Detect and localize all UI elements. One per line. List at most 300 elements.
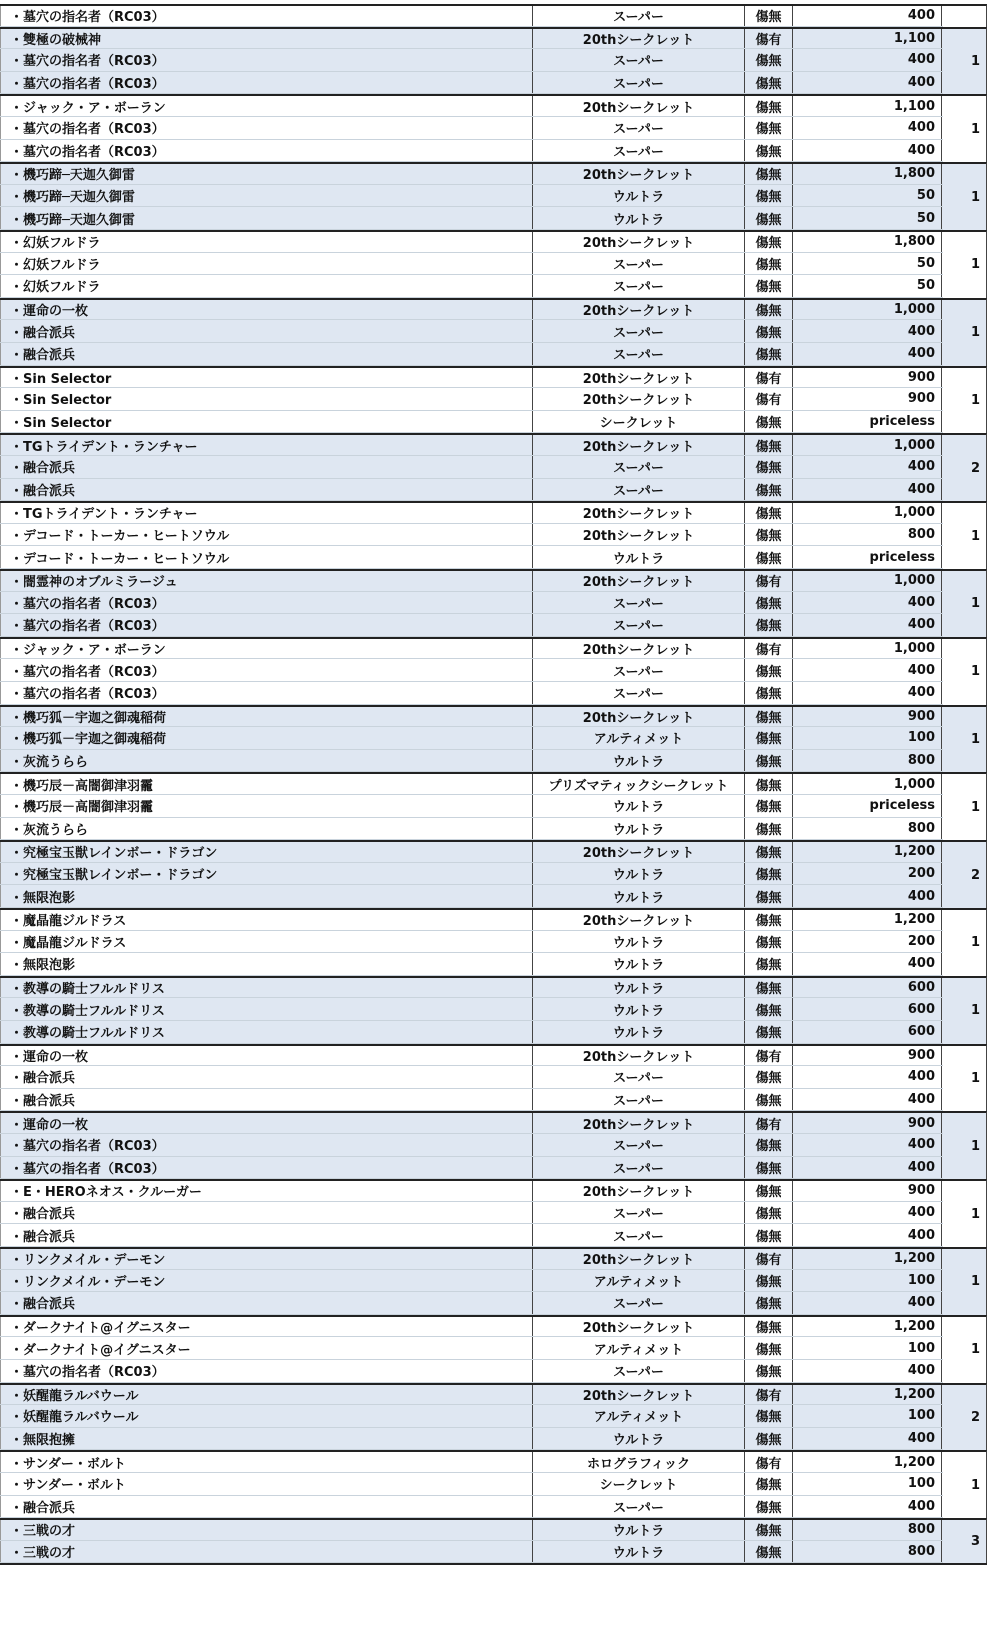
table-row: [0, 727, 943, 750]
rarity-cell: 20thシークレット: [532, 707, 744, 727]
table-row: [0, 614, 943, 637]
condition-cell: 傷無: [744, 818, 792, 840]
card-name-cell: ・幻妖フルドラ: [10, 257, 101, 273]
quantity-cell: 1: [943, 501, 987, 569]
rarity-cell: 20thシークレット: [532, 524, 744, 546]
table-row: [0, 1066, 943, 1089]
rarity-cell: スーパー: [532, 320, 744, 342]
condition-cell: 傷無: [744, 524, 792, 546]
table-row: [0, 433, 943, 456]
rarity-cell: スーパー: [532, 1292, 744, 1314]
card-name-cell: ・墓穴の指名者（RC03）: [10, 77, 165, 93]
card-name-cell: ・魔晶龍ジルドラス: [10, 935, 127, 951]
price-cell: 1,000: [792, 300, 942, 320]
table-row: [0, 863, 943, 886]
price-cell: 100: [792, 1337, 942, 1359]
condition-cell: 傷無: [744, 232, 792, 252]
table-row: [0, 1044, 943, 1067]
table-row: [0, 185, 943, 208]
price-cell: 50: [792, 207, 942, 229]
condition-cell: 傷有: [744, 1385, 792, 1405]
rarity-cell: 20thシークレット: [532, 639, 744, 659]
condition-cell: 傷有: [744, 29, 792, 49]
condition-cell: 傷無: [744, 503, 792, 523]
price-cell: 50: [792, 253, 942, 275]
price-cell: 400: [792, 659, 942, 681]
card-name-cell: ・三戦の才: [10, 1524, 76, 1540]
card-name-cell: ・教導の騎士フルルドリス: [10, 1003, 165, 1019]
condition-cell: 傷無: [744, 1134, 792, 1156]
rarity-cell: アルティメット: [532, 1270, 744, 1292]
table-row: [0, 366, 943, 389]
condition-cell: 傷無: [744, 1337, 792, 1359]
quantity-cell: 2: [943, 433, 987, 501]
table-row: [0, 953, 943, 976]
card-name-cell: ・融合派兵: [10, 1071, 76, 1087]
price-cell: 400: [792, 49, 942, 71]
table-row: [0, 1270, 943, 1293]
card-name-cell: ・融合派兵: [10, 1500, 76, 1516]
price-cell: priceless: [792, 411, 942, 433]
condition-cell: 傷無: [744, 1317, 792, 1337]
price-cell: 400: [792, 6, 942, 26]
quantity-cell: 1: [943, 230, 987, 298]
table-row: [0, 162, 943, 185]
table-row: [0, 1247, 943, 1270]
price-cell: 900: [792, 388, 942, 410]
rarity-cell: スーパー: [532, 1496, 744, 1518]
rarity-cell: ウルトラ: [532, 1021, 744, 1043]
card-name-cell: ・幻妖フルドラ: [10, 236, 101, 252]
table-row: [0, 253, 943, 276]
rarity-cell: 20thシークレット: [532, 29, 744, 49]
table-row: [0, 931, 943, 954]
condition-cell: 傷無: [744, 1089, 792, 1111]
quantity-cell: 2: [943, 1383, 987, 1451]
condition-cell: 傷無: [744, 795, 792, 817]
condition-cell: 傷無: [744, 49, 792, 71]
card-name-cell: ・サンダー・ボルト: [10, 1456, 126, 1472]
quantity-cell: 1: [943, 637, 987, 705]
card-name-cell: ・墓穴の指名者（RC03）: [10, 664, 165, 680]
rarity-cell: スーパー: [532, 1134, 744, 1156]
table-row: [0, 1405, 943, 1428]
table-row: [0, 411, 943, 434]
rarity-cell: ウルトラ: [532, 795, 744, 817]
price-cell: 400: [792, 1428, 942, 1450]
condition-cell: 傷無: [744, 1021, 792, 1043]
card-name-cell: ・教導の騎士フルルドリス: [10, 1026, 165, 1042]
table-row: [0, 1518, 943, 1541]
rarity-cell: ウルトラ: [532, 863, 744, 885]
card-name-cell: ・墓穴の指名者（RC03）: [10, 1365, 165, 1381]
price-cell: 50: [792, 185, 942, 207]
price-cell: 400: [792, 1066, 942, 1088]
rarity-cell: スーパー: [532, 1224, 744, 1246]
rarity-cell: ウルトラ: [532, 750, 744, 772]
price-cell: priceless: [792, 795, 942, 817]
quantity-cell: 1: [943, 1179, 987, 1247]
rarity-cell: ウルトラ: [532, 953, 744, 975]
table-row: [0, 1021, 943, 1044]
rarity-cell: ウルトラ: [532, 818, 744, 840]
table-row: [0, 637, 943, 660]
card-name-cell: ・デコード・トーカー・ヒートソウル: [10, 551, 230, 567]
price-cell: 800: [792, 818, 942, 840]
price-cell: 1,200: [792, 1385, 942, 1405]
condition-cell: 傷無: [744, 1292, 792, 1314]
card-name-cell: ・墓穴の指名者（RC03）: [10, 10, 165, 26]
condition-cell: 傷無: [744, 707, 792, 727]
rarity-cell: ウルトラ: [532, 1541, 744, 1563]
price-cell: 400: [792, 479, 942, 501]
table-row: [0, 1292, 943, 1315]
rarity-cell: ウルトラ: [532, 978, 744, 998]
card-name-cell: ・Sin Selector: [10, 416, 112, 432]
rarity-cell: スーパー: [532, 72, 744, 94]
rarity-cell: スーパー: [532, 614, 744, 636]
table-row: [0, 908, 943, 931]
card-name-cell: ・機巧蹄─天迦久御雷: [10, 212, 135, 228]
card-name-cell: ・運命の一枚: [10, 304, 89, 320]
price-cell: 100: [792, 727, 942, 749]
card-name-cell: ・究極宝玉獣レインボー・ドラゴン: [10, 868, 218, 884]
rarity-cell: スーパー: [532, 592, 744, 614]
quantity-cell: 3: [943, 1518, 987, 1563]
condition-cell: 傷無: [744, 978, 792, 998]
quantity-cell: 1: [943, 1315, 987, 1383]
table-row: [0, 659, 943, 682]
card-name-cell: ・TGトライデント・ランチャー: [10, 507, 198, 523]
card-name-cell: ・Sin Selector: [10, 393, 112, 409]
condition-cell: 傷無: [744, 1473, 792, 1495]
rarity-cell: 20thシークレット: [532, 96, 744, 116]
price-cell: 900: [792, 1181, 942, 1201]
rarity-cell: 20thシークレット: [532, 300, 744, 320]
price-cell: 400: [792, 320, 942, 342]
price-cell: 900: [792, 1046, 942, 1066]
price-cell: 800: [792, 1541, 942, 1563]
table-row: [0, 1450, 943, 1473]
price-cell: 200: [792, 863, 942, 885]
card-name-cell: ・機巧狐－宇迦之御魂稲荷: [10, 710, 167, 726]
card-name-cell: ・墓穴の指名者（RC03）: [10, 54, 165, 70]
condition-cell: 傷無: [744, 456, 792, 478]
table-row: [0, 320, 943, 343]
condition-cell: 傷有: [744, 368, 792, 388]
table-row: [0, 1224, 943, 1247]
table-row: [0, 795, 943, 818]
price-cell: 900: [792, 707, 942, 727]
table-row: [0, 1541, 943, 1564]
table-row: [0, 772, 943, 795]
condition-cell: 傷無: [744, 164, 792, 184]
condition-cell: 傷有: [744, 1046, 792, 1066]
quantity-cell: 1: [943, 27, 987, 95]
price-cell: 400: [792, 1360, 942, 1382]
card-name-cell: ・墓穴の指名者（RC03）: [10, 619, 165, 635]
rarity-cell: 20thシークレット: [532, 1385, 744, 1405]
condition-cell: 傷無: [744, 1157, 792, 1179]
condition-cell: 傷無: [744, 842, 792, 862]
table-row: [0, 1134, 943, 1157]
table-row: [0, 1383, 943, 1406]
table-row: [0, 1360, 943, 1383]
card-name-cell: ・デコード・トーカー・ヒートソウル: [10, 529, 230, 545]
rarity-cell: 20thシークレット: [532, 1181, 744, 1201]
condition-cell: 傷無: [744, 1520, 792, 1540]
condition-cell: 傷無: [744, 435, 792, 455]
card-name-cell: ・融合派兵: [10, 461, 76, 477]
price-cell: 400: [792, 456, 942, 478]
rarity-cell: アルティメット: [532, 1337, 744, 1359]
table-row: [0, 750, 943, 773]
table-row: [0, 1315, 943, 1338]
table-row: [0, 1157, 943, 1180]
quantity-cell: 1: [943, 772, 987, 840]
price-cell: 1,100: [792, 96, 942, 116]
rarity-cell: アルティメット: [532, 727, 744, 749]
rarity-cell: スーパー: [532, 343, 744, 365]
card-name-cell: ・妖醒龍ラルバウール: [10, 1410, 139, 1426]
rarity-cell: 20thシークレット: [532, 910, 744, 930]
rarity-cell: スーパー: [532, 253, 744, 275]
rarity-cell: スーパー: [532, 275, 744, 297]
price-cell: 400: [792, 614, 942, 636]
rarity-cell: ホログラフィック: [532, 1452, 744, 1472]
condition-cell: 傷無: [744, 1181, 792, 1201]
quantity-cell: 1: [943, 976, 987, 1044]
rarity-cell: スーパー: [532, 117, 744, 139]
table-row: [0, 546, 943, 569]
rarity-cell: シークレット: [532, 411, 744, 433]
quantity-cell: 1: [943, 1450, 987, 1518]
rarity-cell: スーパー: [532, 456, 744, 478]
card-name-cell: ・融合派兵: [10, 325, 76, 341]
card-name-cell: ・雙極の破械神: [10, 32, 102, 48]
condition-cell: 傷無: [744, 411, 792, 433]
price-cell: 1,200: [792, 910, 942, 930]
card-name-cell: ・Sin Selector: [10, 371, 112, 387]
table-row: [0, 94, 943, 117]
table-row: [0, 49, 943, 72]
card-name-cell: ・灰流うらら: [10, 822, 89, 838]
card-name-cell: ・ダークナイト@イグニスター: [10, 1321, 191, 1337]
card-name-cell: ・無限泡影: [10, 890, 76, 906]
condition-cell: 傷無: [744, 659, 792, 681]
condition-cell: 傷無: [744, 682, 792, 704]
condition-cell: 傷無: [744, 275, 792, 297]
card-name-cell: ・ジャック・ア・ボーラン: [10, 643, 166, 659]
condition-cell: 傷無: [744, 1224, 792, 1246]
rarity-cell: スーパー: [532, 1066, 744, 1088]
condition-cell: 傷無: [744, 614, 792, 636]
card-name-cell: ・機巧辰－高闇御津羽靇: [10, 800, 154, 816]
quantity-cell: 1: [943, 1247, 987, 1315]
price-cell: 400: [792, 1224, 942, 1246]
price-cell: 1,200: [792, 1317, 942, 1337]
rarity-cell: ウルトラ: [532, 1520, 744, 1540]
quantity-cell: 1: [943, 569, 987, 637]
price-cell: 400: [792, 140, 942, 162]
card-name-cell: ・ダークナイト@イグニスター: [10, 1342, 191, 1358]
card-name-cell: ・融合派兵: [10, 1207, 76, 1223]
table-row: [0, 72, 943, 95]
price-cell: 1,100: [792, 29, 942, 49]
table-row: [0, 275, 943, 298]
quantity-cell: 1: [943, 1111, 987, 1179]
table-row: [0, 140, 943, 163]
rarity-cell: アルティメット: [532, 1405, 744, 1427]
rarity-cell: 20thシークレット: [532, 164, 744, 184]
price-cell: 400: [792, 1496, 942, 1518]
card-name-cell: ・融合派兵: [10, 483, 76, 499]
condition-cell: 傷無: [744, 1066, 792, 1088]
table-row: [0, 682, 943, 705]
card-name-cell: ・リンクメイル・デーモン: [10, 1274, 166, 1290]
price-cell: 1,200: [792, 1249, 942, 1269]
rarity-cell: ウルトラ: [532, 185, 744, 207]
price-cell: 800: [792, 750, 942, 772]
card-name-cell: ・融合派兵: [10, 348, 76, 364]
card-name-cell: ・機巧蹄─天迦久御雷: [10, 190, 135, 206]
rarity-cell: 20thシークレット: [532, 1317, 744, 1337]
table-row: [0, 976, 943, 999]
price-cell: 50: [792, 275, 942, 297]
table-row: [0, 1202, 943, 1225]
card-name-cell: ・墓穴の指名者（RC03）: [10, 122, 165, 138]
condition-cell: 傷無: [744, 1428, 792, 1450]
price-cell: 400: [792, 1089, 942, 1111]
price-cell: 400: [792, 343, 942, 365]
card-name-cell: ・融合派兵: [10, 1297, 76, 1313]
rarity-cell: スーパー: [532, 6, 744, 26]
price-cell: 1,800: [792, 164, 942, 184]
condition-cell: 傷無: [744, 320, 792, 342]
price-cell: 800: [792, 1520, 942, 1540]
condition-cell: 傷無: [744, 96, 792, 116]
card-name-cell: ・墓穴の指名者（RC03）: [10, 1161, 165, 1177]
table-row: [0, 456, 943, 479]
condition-cell: 傷無: [744, 1270, 792, 1292]
card-name-cell: ・機巧狐－宇迦之御魂稲荷: [10, 732, 167, 748]
price-cell: 1,000: [792, 435, 942, 455]
price-cell: 1,000: [792, 571, 942, 591]
price-cell: 200: [792, 931, 942, 953]
condition-cell: 傷無: [744, 998, 792, 1020]
rarity-cell: 20thシークレット: [532, 503, 744, 523]
condition-cell: 傷無: [744, 140, 792, 162]
table-row: [0, 298, 943, 321]
card-name-cell: ・墓穴の指名者（RC03）: [10, 596, 165, 612]
card-name-cell: ・魔晶龍ジルドラス: [10, 914, 127, 930]
table-row: [0, 524, 943, 547]
card-name-cell: ・灰流うらら: [10, 755, 89, 771]
condition-cell: 傷無: [744, 1360, 792, 1382]
condition-cell: 傷有: [744, 388, 792, 410]
card-name-cell: ・融合派兵: [10, 1094, 76, 1110]
card-name-cell: ・サンダー・ボルト: [10, 1478, 126, 1494]
table-row: [0, 207, 943, 230]
price-cell: 400: [792, 1202, 942, 1224]
price-cell: 600: [792, 1021, 942, 1043]
condition-cell: 傷無: [744, 185, 792, 207]
table-row: [0, 1089, 943, 1112]
table-row: [0, 705, 943, 728]
rarity-cell: 20thシークレット: [532, 1046, 744, 1066]
card-name-cell: ・妖醒龍ラルバウール: [10, 1388, 139, 1404]
price-cell: priceless: [792, 546, 942, 568]
card-name-cell: ・三戦の才: [10, 1546, 76, 1562]
table-row: [0, 4, 943, 27]
condition-cell: 傷無: [744, 1405, 792, 1427]
price-cell: 800: [792, 524, 942, 546]
condition-cell: 傷無: [744, 885, 792, 907]
price-cell: 900: [792, 1113, 942, 1133]
condition-cell: 傷有: [744, 1452, 792, 1472]
rarity-cell: 20thシークレット: [532, 571, 744, 591]
price-cell: 400: [792, 885, 942, 907]
card-name-cell: ・ジャック・ア・ボーラン: [10, 100, 166, 116]
condition-cell: 傷無: [744, 6, 792, 26]
rarity-cell: スーパー: [532, 1157, 744, 1179]
condition-cell: 傷無: [744, 953, 792, 975]
table-row: [0, 569, 943, 592]
price-cell: 100: [792, 1473, 942, 1495]
rarity-cell: 20thシークレット: [532, 368, 744, 388]
condition-cell: 傷無: [744, 117, 792, 139]
price-cell: 1,200: [792, 1452, 942, 1472]
condition-cell: 傷無: [744, 931, 792, 953]
condition-cell: 傷無: [744, 1496, 792, 1518]
table-row: [0, 840, 943, 863]
rarity-cell: スーパー: [532, 1360, 744, 1382]
price-cell: 400: [792, 682, 942, 704]
rarity-cell: スーパー: [532, 140, 744, 162]
price-cell: 600: [792, 998, 942, 1020]
condition-cell: 傷無: [744, 863, 792, 885]
price-cell: 600: [792, 978, 942, 998]
condition-cell: 傷有: [744, 571, 792, 591]
rarity-cell: ウルトラ: [532, 546, 744, 568]
rarity-cell: スーパー: [532, 479, 744, 501]
rarity-cell: ウルトラ: [532, 1428, 744, 1450]
condition-cell: 傷無: [744, 774, 792, 794]
table-row: [0, 1179, 943, 1202]
price-cell: 1,000: [792, 774, 942, 794]
table-row: [0, 1473, 943, 1496]
rarity-cell: ウルトラ: [532, 931, 744, 953]
table-row: [0, 1337, 943, 1360]
rarity-cell: スーパー: [532, 1089, 744, 1111]
quantity-cell: 1: [943, 908, 987, 976]
table-row: [0, 1111, 943, 1134]
rarity-cell: 20thシークレット: [532, 1249, 744, 1269]
table-bottom-border: [0, 1563, 987, 1565]
price-cell: 1,000: [792, 503, 942, 523]
rarity-cell: 20thシークレット: [532, 388, 744, 410]
table-row: [0, 117, 943, 140]
table-row: [0, 592, 943, 615]
card-name-cell: ・融合派兵: [10, 1229, 76, 1245]
table-row: [0, 388, 943, 411]
rarity-cell: 20thシークレット: [532, 1113, 744, 1133]
rarity-cell: 20thシークレット: [532, 842, 744, 862]
quantity-cell: 1: [943, 705, 987, 773]
condition-cell: 傷無: [744, 910, 792, 930]
condition-cell: 傷無: [744, 750, 792, 772]
price-cell: 900: [792, 368, 942, 388]
